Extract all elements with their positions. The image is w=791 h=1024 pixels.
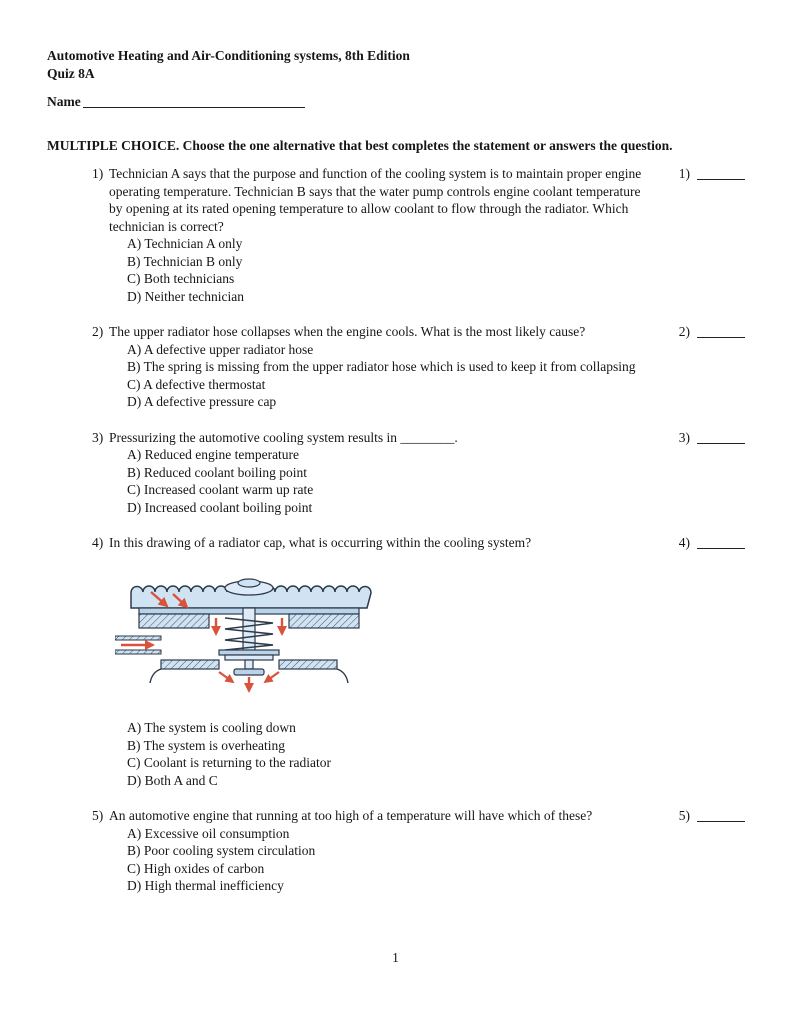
choice-a: A) Technician A only [127, 236, 243, 251]
question-1 [47, 165, 745, 305]
question-3 [47, 429, 745, 517]
choice-c: C) Coolant is returning to the radiator [127, 755, 331, 770]
answer-number: 5) [678, 808, 690, 823]
quiz-label: Quiz 8A [47, 65, 95, 81]
answer-blank-3 [679, 429, 745, 447]
question-number: 5) [92, 808, 104, 823]
question-text: The upper radiator hose collapses when the engine cools. What is the most likely cause? [109, 324, 586, 339]
choice-c: C) Increased coolant warm up rate [127, 482, 314, 497]
question-4 [47, 534, 745, 789]
name-blank-line [83, 96, 305, 108]
answer-number: 3) [678, 429, 690, 445]
answer-blank-1 [679, 165, 745, 183]
question-number: 1) [92, 166, 104, 181]
question-number: 3) [92, 429, 104, 445]
question-text: Pressurizing the automotive cooling system results in ________. [109, 429, 458, 445]
choice-c: C) Both technicians [127, 271, 235, 286]
answer-number: 4) [678, 535, 690, 550]
question-text: An automotive engine that running at too high of a temperature will have which of these? [109, 808, 593, 823]
choice-b: B) Poor cooling system circulation [127, 843, 316, 858]
choice-d: D) A defective pressure cap [127, 394, 277, 409]
choice-d: D) High thermal inefficiency [127, 878, 284, 893]
question-text: In this drawing of a radiator cap, what is occurring within the cooling system? [109, 535, 532, 550]
answer-number: 1) [678, 166, 690, 181]
answer-number: 2) [678, 324, 690, 339]
choice-c: C) A defective thermostat [127, 376, 266, 392]
choice-c: C) High oxides of carbon [127, 860, 265, 876]
document-title: Automotive Heating and Air-Conditioning systems, 8th Edition [47, 48, 410, 63]
radiator-cap-figure [115, 576, 531, 707]
section-instructions: MULTIPLE CHOICE. Choose the one alternative that best completes the statement or answers the question. [47, 137, 673, 153]
question-number: 4) [92, 535, 104, 550]
choice-a: A) The system is cooling down [127, 720, 296, 735]
radiator-cap-diagram [115, 576, 383, 702]
question-2 [47, 323, 745, 411]
answer-blank-4 [679, 534, 745, 552]
answer-line [697, 168, 745, 180]
choice-d: D) Both A and C [127, 772, 218, 788]
name-row [47, 93, 745, 111]
choice-b: B) The system is overheating [127, 737, 285, 753]
answer-line [697, 326, 745, 338]
choice-b: B) Technician B only [127, 253, 243, 269]
page-number: 1 [392, 950, 399, 965]
answer-blank-2 [679, 323, 745, 341]
question-5 [47, 807, 745, 895]
choice-d: D) Increased coolant boiling point [127, 499, 313, 515]
question-number: 2) [92, 324, 104, 339]
choice-d: D) Neither technician [127, 288, 244, 304]
name-label: Name [47, 94, 81, 109]
choice-b: B) The spring is missing from the upper radiator hose which is used to keep it from collapsing [127, 359, 636, 374]
answer-line [697, 537, 745, 549]
choice-a: A) Reduced engine temperature [127, 447, 300, 462]
question-list [47, 165, 745, 895]
choice-a: A) Excessive oil consumption [127, 825, 290, 841]
answer-line [697, 810, 745, 822]
choice-b: B) Reduced coolant boiling point [127, 464, 307, 480]
answer-blank-5 [679, 807, 745, 825]
answer-line [697, 432, 745, 444]
choice-a: A) A defective upper radiator hose [127, 341, 314, 357]
question-text: Technician A says that the purpose and function of the cooling system is to maintain proper engine operating temperature. Technician B says that the water pump controls engine coolant temperature by opening at its rated opening temperature to allow coolant to flow through the radiator. Which technician is correct? [109, 166, 642, 234]
